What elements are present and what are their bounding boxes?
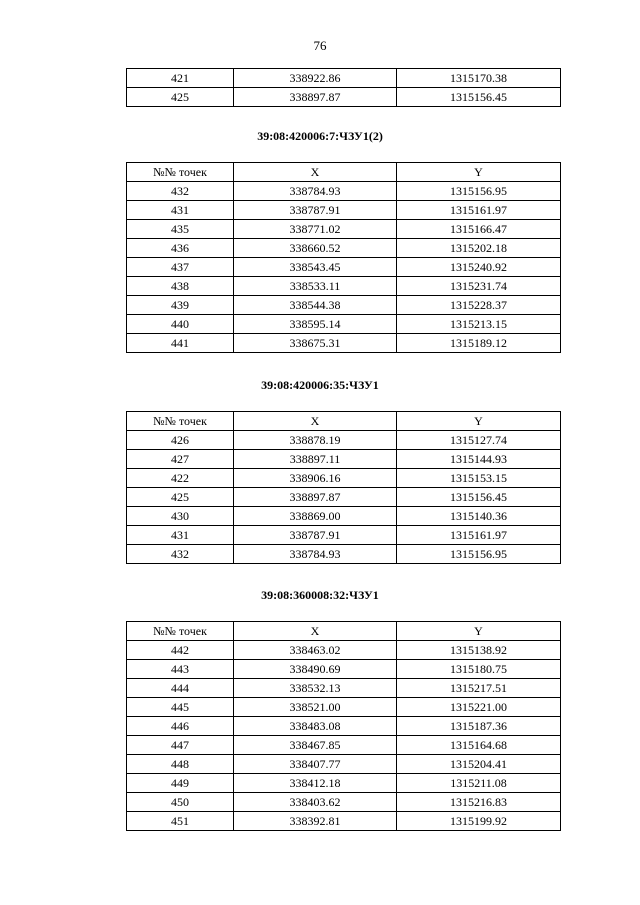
header-x: X [234, 163, 397, 182]
table-body-2 [127, 431, 561, 564]
cell-point-number: 443 [127, 660, 234, 679]
cell-point-number: 440 [127, 315, 234, 334]
cell-x: 338490.69 [234, 660, 397, 679]
cell-x: 338521.00 [234, 698, 397, 717]
cell-x: 338784.93 [234, 545, 397, 564]
cell-x: 338532.13 [234, 679, 397, 698]
cell-x: 338463.02 [234, 641, 397, 660]
cell-y: 1315189.12 [397, 334, 561, 353]
cell-x: 338660.52 [234, 239, 397, 258]
coordinates-table-3 [126, 621, 561, 831]
cell-y: 1315187.36 [397, 717, 561, 736]
cell-x: 338675.31 [234, 334, 397, 353]
cell-y: 1315161.97 [397, 526, 561, 545]
cell-point-number: 432 [127, 182, 234, 201]
cell-y: 1315228.37 [397, 296, 561, 315]
header-y: Y [397, 163, 561, 182]
cell-x: 338543.45 [234, 258, 397, 277]
cell-point-number: 445 [127, 698, 234, 717]
cell-point-number: 446 [127, 717, 234, 736]
cell-point-number: 436 [127, 239, 234, 258]
table-row [127, 258, 561, 277]
header-x: X [234, 622, 397, 641]
table-body-3 [127, 641, 561, 831]
cell-x: 338897.11 [234, 450, 397, 469]
cell-point-number: 437 [127, 258, 234, 277]
continued-coordinates-table [126, 68, 561, 107]
coordinates-table-2 [126, 411, 561, 564]
cell-x: 338787.91 [234, 201, 397, 220]
table-body-1 [127, 182, 561, 353]
cell-y: 1315138.92 [397, 641, 561, 660]
cell-x: 338787.91 [234, 526, 397, 545]
cell-y: 1315211.08 [397, 774, 561, 793]
table-row [127, 545, 561, 564]
cell-x: 338922.86 [234, 69, 397, 88]
cell-point-number: 422 [127, 469, 234, 488]
cell-point-number: 451 [127, 812, 234, 831]
table-header-row [127, 622, 561, 641]
cell-x: 338412.18 [234, 774, 397, 793]
header-point-number: №№ точек [127, 412, 234, 431]
section-title-2: 39:08:420006:35:ЧЗУ1 [261, 378, 379, 392]
cell-point-number: 431 [127, 201, 234, 220]
header-point-number: №№ точек [127, 622, 234, 641]
cell-point-number: 432 [127, 545, 234, 564]
cell-x: 338595.14 [234, 315, 397, 334]
cell-y: 1315221.00 [397, 698, 561, 717]
cell-y: 1315180.75 [397, 660, 561, 679]
table-row [127, 755, 561, 774]
table-row [127, 660, 561, 679]
cell-x: 338407.77 [234, 755, 397, 774]
cell-y: 1315231.74 [397, 277, 561, 296]
table-row [127, 334, 561, 353]
section-title-3: 39:08:360008:32:ЧЗУ1 [261, 588, 379, 602]
table-row [127, 220, 561, 239]
cell-x: 338483.08 [234, 717, 397, 736]
cell-y: 1315170.38 [397, 69, 561, 88]
cell-y: 1315156.45 [397, 488, 561, 507]
cell-y: 1315144.93 [397, 450, 561, 469]
cell-y: 1315127.74 [397, 431, 561, 450]
table-header-row [127, 412, 561, 431]
table-row [127, 431, 561, 450]
table-row [127, 469, 561, 488]
cell-y: 1315140.36 [397, 507, 561, 526]
table-row [127, 526, 561, 545]
continued-table-body [127, 69, 561, 107]
cell-y: 1315213.15 [397, 315, 561, 334]
table-row [127, 69, 561, 88]
header-y: Y [397, 412, 561, 431]
cell-point-number: 450 [127, 793, 234, 812]
cell-point-number: 449 [127, 774, 234, 793]
cell-x: 338467.85 [234, 736, 397, 755]
cell-point-number: 427 [127, 450, 234, 469]
cell-point-number: 438 [127, 277, 234, 296]
header-y: Y [397, 622, 561, 641]
cell-x: 338403.62 [234, 793, 397, 812]
cell-point-number: 425 [127, 488, 234, 507]
cell-x: 338544.38 [234, 296, 397, 315]
cell-y: 1315166.47 [397, 220, 561, 239]
cell-point-number: 444 [127, 679, 234, 698]
cell-y: 1315156.45 [397, 88, 561, 107]
cell-y: 1315161.97 [397, 201, 561, 220]
table-row [127, 239, 561, 258]
cell-y: 1315164.68 [397, 736, 561, 755]
cell-x: 338878.19 [234, 431, 397, 450]
cell-y: 1315153.15 [397, 469, 561, 488]
cell-x: 338392.81 [234, 812, 397, 831]
cell-x: 338869.00 [234, 507, 397, 526]
cell-point-number: 448 [127, 755, 234, 774]
cell-y: 1315204.41 [397, 755, 561, 774]
cell-point-number: 442 [127, 641, 234, 660]
table-row [127, 774, 561, 793]
table-row [127, 717, 561, 736]
cell-y: 1315240.92 [397, 258, 561, 277]
section-title-1: 39:08:420006:7:ЧЗУ1(2) [257, 129, 383, 143]
cell-y: 1315217.51 [397, 679, 561, 698]
coordinates-table-1 [126, 162, 561, 353]
cell-point-number: 431 [127, 526, 234, 545]
table-row [127, 450, 561, 469]
table-row [127, 812, 561, 831]
cell-y: 1315156.95 [397, 545, 561, 564]
table-row [127, 296, 561, 315]
cell-point-number: 430 [127, 507, 234, 526]
cell-point-number: 425 [127, 88, 234, 107]
table-row [127, 88, 561, 107]
table-row [127, 182, 561, 201]
header-point-number: №№ точек [127, 163, 234, 182]
cell-x: 338533.11 [234, 277, 397, 296]
table-header-row [127, 163, 561, 182]
table-row [127, 277, 561, 296]
cell-x: 338771.02 [234, 220, 397, 239]
table-row [127, 736, 561, 755]
cell-point-number: 426 [127, 431, 234, 450]
cell-y: 1315216.83 [397, 793, 561, 812]
cell-point-number: 447 [127, 736, 234, 755]
cell-x: 338897.87 [234, 88, 397, 107]
cell-x: 338897.87 [234, 488, 397, 507]
cell-point-number: 435 [127, 220, 234, 239]
header-x: X [234, 412, 397, 431]
table-row [127, 201, 561, 220]
table-row [127, 679, 561, 698]
table-row [127, 641, 561, 660]
cell-x: 338906.16 [234, 469, 397, 488]
cell-y: 1315202.18 [397, 239, 561, 258]
cell-point-number: 421 [127, 69, 234, 88]
table-row [127, 698, 561, 717]
table-row [127, 507, 561, 526]
cell-point-number: 439 [127, 296, 234, 315]
page-number: 76 [313, 38, 327, 53]
cell-x: 338784.93 [234, 182, 397, 201]
cell-y: 1315199.92 [397, 812, 561, 831]
cell-y: 1315156.95 [397, 182, 561, 201]
table-row [127, 488, 561, 507]
cell-point-number: 441 [127, 334, 234, 353]
table-row [127, 315, 561, 334]
table-row [127, 793, 561, 812]
